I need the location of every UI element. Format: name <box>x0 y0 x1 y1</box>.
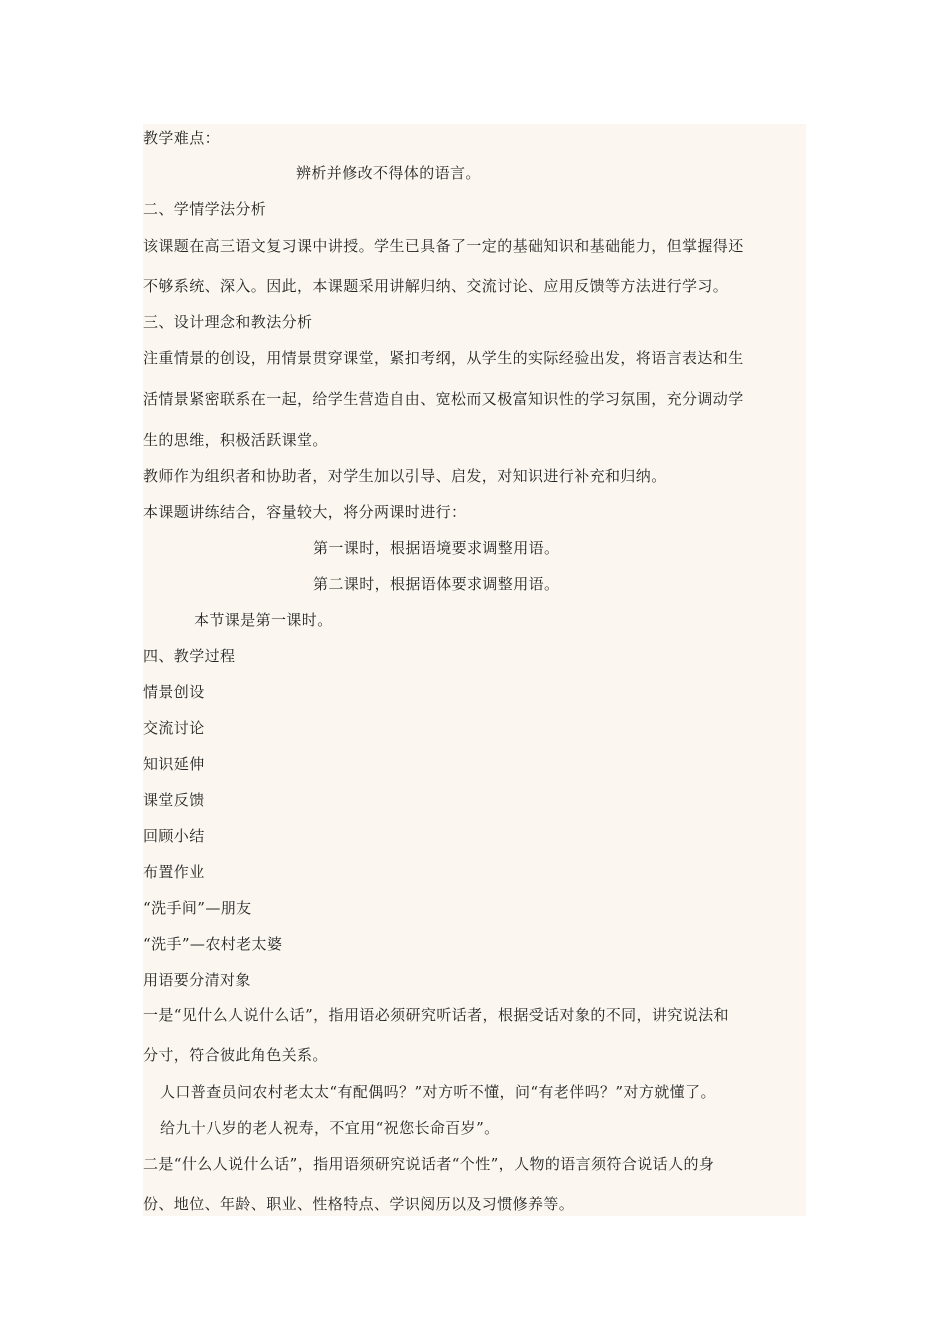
difficulty-heading: 教学难点： <box>143 129 221 147</box>
example-line: “洗手间”—朋友 <box>143 899 252 917</box>
paragraph-line: 分寸，符合彼此角色关系。 <box>143 1046 328 1064</box>
lesson-one-line: 第一课时，根据语境要求调整用语。 <box>313 539 560 557</box>
subheading: 用语要分清对象 <box>143 971 251 989</box>
process-step: 交流讨论 <box>143 719 205 737</box>
example-line: 人口普查员问农村老太太“有配偶吗？”对方听不懂，问“有老伴吗？”对方就懂了。 <box>160 1083 716 1101</box>
process-step: 情景创设 <box>143 683 205 701</box>
current-lesson-note: 本节课是第一课时。 <box>194 611 333 629</box>
paragraph-line: 教师作为组织者和协助者，对学生加以引导、启发，对知识进行补充和归纳。 <box>143 467 667 485</box>
paragraph-line: 二是“什么人说什么话”，指用语须研究说话者“个性”，人物的语言须符合说话人的身 <box>143 1155 715 1173</box>
paragraph-line: 本课题讲练结合，容量较大，将分两课时进行： <box>143 503 467 521</box>
lesson-two-line: 第二课时，根据语体要求调整用语。 <box>313 575 560 593</box>
section-heading-2: 二、学情学法分析 <box>143 200 267 218</box>
paragraph-line: 一是“见什么人说什么话”，指用语必须研究听话者，根据受话对象的不同，讲究说法和 <box>143 1006 729 1024</box>
section-heading-3: 三、设计理念和教法分析 <box>143 313 313 331</box>
paragraph-line: 注重情景的创设，用情景贯穿课堂，紧扣考纲，从学生的实际经验出发，将语言表达和生 <box>143 349 744 367</box>
example-line: 给九十八岁的老人祝寿，不宜用“祝您长命百岁”。 <box>160 1119 500 1137</box>
paragraph-line: 不够系统、深入。因此，本课题采用讲解归纳、交流讨论、应用反馈等方法进行学习。 <box>143 277 729 295</box>
paragraph-line: 该课题在高三语文复习课中讲授。学生已具备了一定的基础知识和基础能力，但掌握得还 <box>143 237 744 255</box>
process-step: 布置作业 <box>143 863 205 881</box>
paragraph-line: 活情景紧密联系在一起，给学生营造自由、宽松而又极富知识性的学习氛围，充分调动学 <box>143 390 744 408</box>
process-step: 知识延伸 <box>143 755 205 773</box>
section-heading-4: 四、教学过程 <box>143 647 236 665</box>
process-step: 课堂反馈 <box>143 791 205 809</box>
paragraph-line: 生的思维，积极活跃课堂。 <box>143 431 328 449</box>
difficulty-text: 辨析并修改不得体的语言。 <box>296 164 481 182</box>
example-line: “洗手”—农村老太婆 <box>143 935 283 953</box>
document-body <box>143 124 806 1216</box>
process-step: 回顾小结 <box>143 827 205 845</box>
paragraph-line: 份、地位、年龄、职业、性格特点、学识阅历以及习惯修养等。 <box>143 1195 575 1213</box>
